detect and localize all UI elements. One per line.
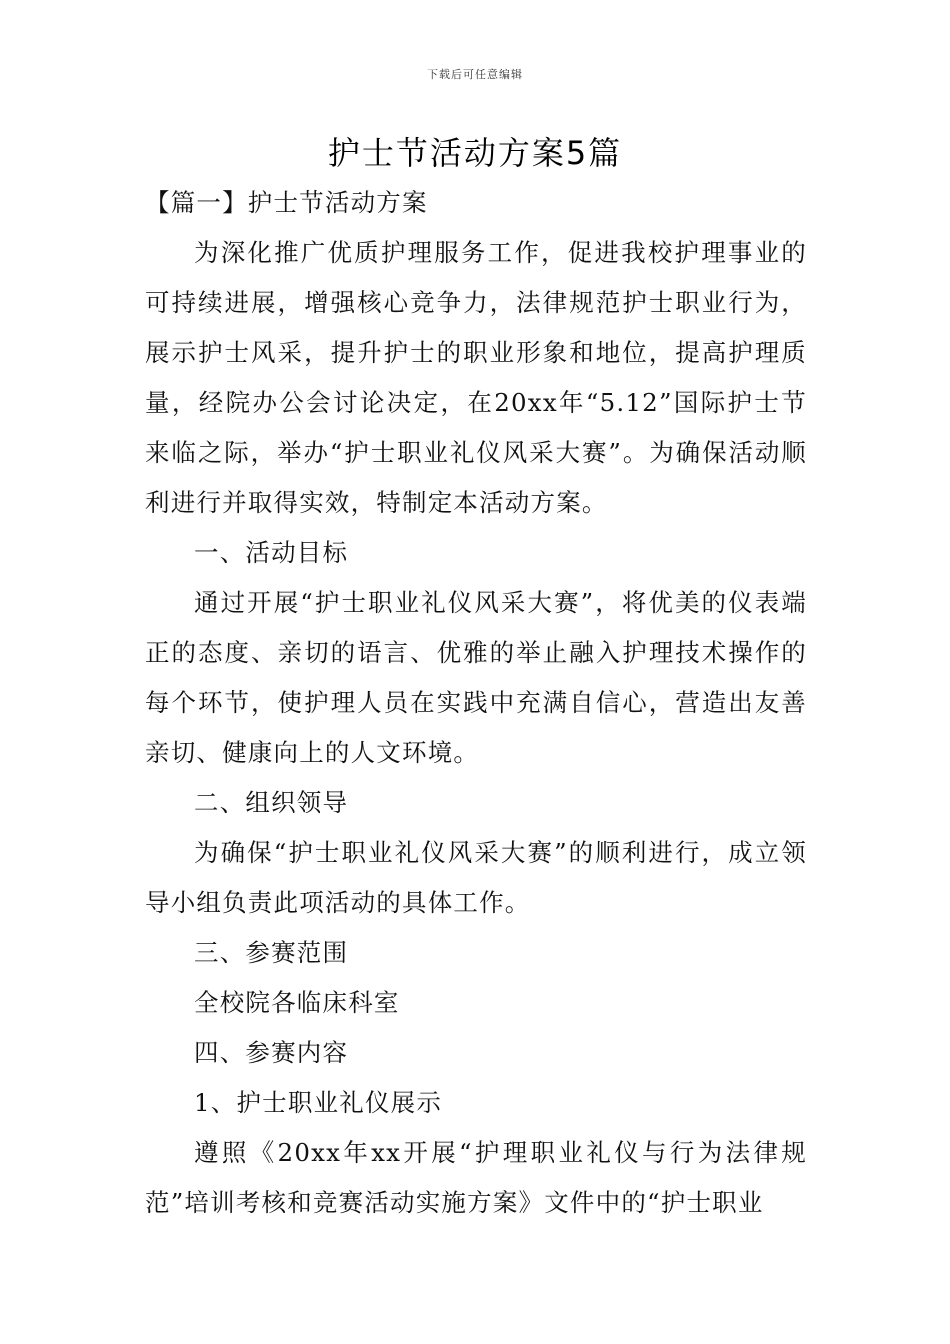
paragraph: 为确保“护士职业礼仪风采大赛”的顺利进行，成立领导小组负责此项活动的具体工作。 (145, 838, 807, 917)
paragraph: 为深化推广优质护理服务工作，促进我校护理事业的可持续进展，增强核心竞争力，法律规范护士职业行为，展示护士风采，提升护士的职业形象和地位，提高护理质量，经院办公会讨论决定，在20xx年“5.12”国际护士节来临之际，举办“护士职业礼仪风采大赛”。为确保活动顺利进行并取得实效，特制定本活动方案。 (145, 238, 807, 517)
section-heading: 三、参赛范围 (194, 938, 349, 967)
section-heading: 一、活动目标 (194, 538, 349, 567)
paragraph: 通过开展“护士职业礼仪风采大赛”，将优美的仪表端正的态度、亲切的语言、优雅的举止融入护理技术操作的每个环节，使护理人员在实践中充满自信心，营造出友善亲切、健康向上的人文环境。 (145, 588, 807, 767)
paragraph: 全校院各临床科室 (194, 988, 400, 1017)
document-title: 护士节活动方案5篇 (327, 134, 623, 172)
sub-heading: 1、护士职业礼仪展示 (194, 1088, 443, 1117)
document-body (145, 178, 807, 1228)
header-note: 下载后可任意编辑 (427, 68, 523, 81)
paragraph: 遵照《20xx年xx开展“护理职业礼仪与行为法律规范”培训考核和竞赛活动实施方案》文件中的“护士职业 (145, 1138, 807, 1217)
section-heading: 二、组织领导 (194, 788, 349, 817)
section-heading: 四、参赛内容 (194, 1038, 349, 1067)
section-heading: 【篇一】护士节活动方案 (145, 188, 428, 217)
